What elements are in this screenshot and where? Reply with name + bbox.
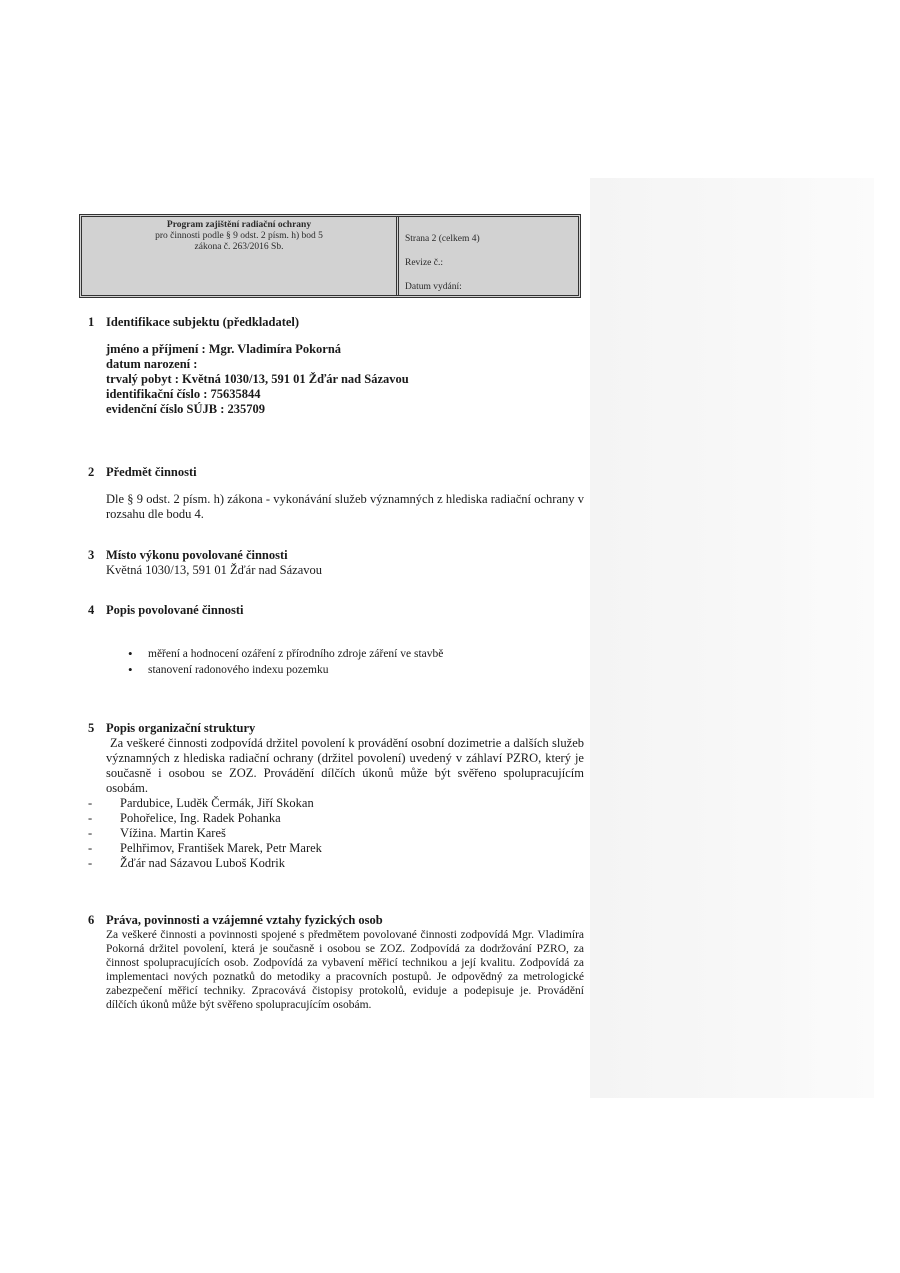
- activity-list: [126, 646, 443, 678]
- header-meta-cell: [399, 217, 578, 295]
- section-number: 5: [88, 721, 95, 735]
- header-title: Program zajištění radiační ochrany: [166, 220, 312, 230]
- section-title: Práva, povinnosti a vzájemné vztahy fyzických osob: [106, 913, 383, 927]
- subject-birth-date: datum narození :: [106, 357, 198, 371]
- page-number: Strana 2 (celkem 4): [405, 234, 480, 244]
- subject-name: jméno a příjmení : Mgr. Vladimíra Pokorná: [106, 342, 342, 356]
- header-subtitle-2: zákona č. 263/2016 Sb.: [194, 242, 284, 252]
- header-title-cell: [82, 217, 399, 295]
- section-number: 4: [88, 603, 95, 617]
- section-title: Místo výkonu povolované činnosti: [106, 548, 288, 562]
- section-title: Předmět činnosti: [106, 465, 197, 479]
- section-title: Popis povolované činnosti: [106, 603, 244, 617]
- section-text: Za veškeré činnosti zodpovídá držitel povolení k provádění osobní dozimetrie a dalších služeb významných z hlediska radiační ochrany (držitel povolení) uvedený v záhlaví PZRO, který je současně i osobou se ZOZ. Provádění dílčích úkonů může být svěřeno spolupracujícím osobám.: [106, 736, 584, 795]
- list-item: - Pohořelice, Ing. Radek Pohanka: [106, 811, 322, 826]
- revision-number: Revize č.:: [405, 258, 443, 268]
- section-title: Identifikace subjektu (předkladatel): [106, 315, 300, 329]
- list-item: • měření a hodnocení ozáření z přírodního zdroje záření ve stavbě: [126, 646, 443, 662]
- list-item: - Pelhřimov, František Marek, Petr Marek: [106, 841, 322, 856]
- section-number: 1: [88, 315, 95, 329]
- list-item: - Vížina. Martin Kareš: [106, 826, 322, 841]
- subject-id: identifikační číslo : 75635844: [106, 387, 261, 401]
- document-header: [79, 214, 581, 298]
- scan-shading: [590, 178, 874, 1098]
- section-number: 3: [88, 548, 95, 562]
- issue-date: Datum vydání:: [405, 282, 462, 292]
- subject-sujb-number: evidenční číslo SÚJB : 235709: [106, 402, 266, 416]
- section-text: Za veškeré činnosti a povinnosti spojené s předmětem povolované činnosti zodpovídá Mgr. Vladimíra Pokorná držitel povolení, která je současně i osobou se ZOZ. Zodpovídá za dodržování PZRO, za činnost spolupracujících osob. Zodpovídá za vybavení měřicí technikou a její kvalitu. Zodpovídá za implementaci nových poznatků do metodiky a pracovních postupů. Je odpovědný za metrologické zabezpečení měřicí techniky. Zpracovává čistopisy protokolů, eviduje a podepisuje je. Provádění dílčích úkonů může být svěřeno spolupracujícím osobám.: [106, 929, 584, 1011]
- list-item: - Pardubice, Luděk Čermák, Jiří Skokan: [106, 796, 322, 811]
- section-text: Dle § 9 odst. 2 písm. h) zákona - vykonávání služeb významných z hlediska radiační ochrany v rozsahu dle bodu 4.: [106, 492, 584, 521]
- list-item: • stanovení radonového indexu pozemku: [126, 662, 443, 678]
- section-number: 2: [88, 465, 95, 479]
- subject-residence: trvalý pobyt : Květná 1030/13, 591 01 Žďár nad Sázavou: [106, 372, 409, 386]
- collaborator-list: [106, 796, 322, 871]
- list-item: - Žďár nad Sázavou Luboš Kodrik: [106, 856, 322, 871]
- section-number: 6: [88, 913, 95, 927]
- subject-identification: [106, 342, 409, 417]
- section-title: Popis organizační struktury: [106, 721, 256, 735]
- header-subtitle-1: pro činnosti podle § 9 odst. 2 písm. h) bod 5: [155, 231, 323, 241]
- section-text: Květná 1030/13, 591 01 Žďár nad Sázavou: [106, 563, 323, 577]
